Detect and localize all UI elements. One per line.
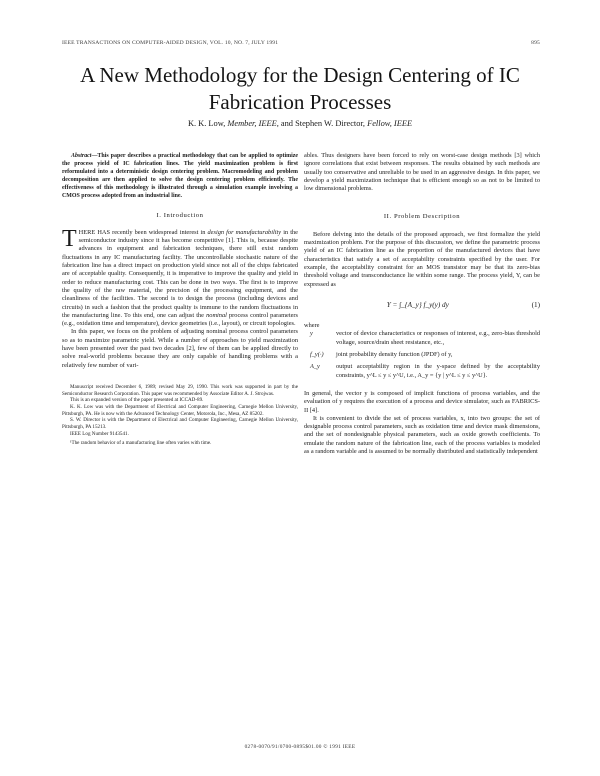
author-2-name: and Stephen W. Director, — [280, 119, 365, 128]
intro-continued-paragraph: ables. Thus designers have been forced to rely on worst-case design methods [3] which ignore correlations that exist between responses. The results obtained by such methods are usually too conservative and unreliable to be used in an aggressive design. In this paper, we develop a yield maximization technique that is efficient enough so as not to be limited to low dimensional problems. — [304, 152, 540, 193]
section-heading-introduction: I. Introduction — [156, 211, 204, 219]
intro-p1-lead: HERE HAS recently been widespread interest in — [78, 228, 208, 236]
right-column — [304, 152, 540, 456]
footnote-author-1: K. K. Low was with the Department of Electrical and Computer Engineering, Carnegie Mellon University, Pittsburgh, PA. He is now with the Advanced Technology Center, Motorola, Inc., Mesa, AZ 85202. — [62, 404, 298, 417]
footnote-random-behavior: ¹The random behavior of a manufacturing line often varies with time. — [70, 439, 212, 446]
footnote-manuscript: Manuscript received December 6, 1989; revised May 29, 1990. This work was supported in part by the Semiconductor Research Corporation. This paper was recommended by Associate Editor A. J. Strojwas. — [62, 383, 298, 397]
def-symbol-fy: f_y(·) — [310, 351, 324, 359]
intro-paragraph-2: In this paper, we focus on the problem of adjusting nominal process control parameters so as to maximize parametric yield. While a number of approaches to yield maximization have been presented over the past two decades [2], few of them can be applied directly to solve real-world problems because they are only capable of handling problems with a relatively few number of vari- — [62, 328, 298, 369]
author-1-name: K. K. Low, — [187, 119, 226, 128]
abstract-text: —This paper describes a practical methodology that can be applied to optimize the process yield of IC fabrication lines. The yield maximization problem is first reformulated into a deterministic design centering problem. Macromodeling and problem decomposition are then applied to solve the design centering problem efficiently. The effectiveness of this methodology is illustrated through a simulation example involving a CMOS process adopted from an industrial line. — [62, 153, 298, 200]
equation-1-number: (1) — [531, 300, 540, 309]
intro-p1-italic-nominal: nominal — [206, 311, 227, 319]
author-2-membership: Fellow, IEEE — [367, 119, 413, 128]
problem-paragraph-3: It is convenient to divide the set of process variables, x, into two groups: the set of designable process control parameters, such as oxidation time and device mask dimensions, and the set of nondesignable physical parameters, such as oxide growth coefficients. To emulate the random nature of the fabrication line, each of the process variables is modeled as a random variable and is assumed to be normally distributed and statistically independent — [304, 414, 540, 456]
problem-paragraph-2: In general, the vector y is composed of implicit functions of process variables, and the evaluation of y requires the execution of a process and device simulator, such as FABRICS-II [4]. — [304, 389, 540, 414]
def-text-y: vector of device characteristics or responses of interest, e.g., zero-bias threshold voltage, source/drain sheet resistance, etc., — [336, 330, 540, 346]
problem-paragraph-1: Before delving into the details of the proposed approach, we first formalize the yield maximization problem. For the purpose of this discussion, we define the parametric process yield of an IC fabrication line as the proportion of the manufactured devices that have characteristics that satisfy a set of acceptability constraints specified by the user. For example, the acceptability constraint for an MOS transistor may be that its zero-bias threshold voltage and transconductance lie within some range. The process yield, Y, can be expressed as — [304, 230, 540, 288]
footnote-ieee-log: IEEE Log Number 9143541. — [70, 430, 129, 437]
section-heading-problem-description: II. Problem Description — [383, 213, 461, 221]
def-text-ay: output acceptability region in the y-space defined by the acceptability constraints, y^L ≤ y ≤ y^U, i.e., A_y = {y | y^L ≤ y ≤ y^U}. — [336, 363, 540, 379]
drop-cap: T — [62, 225, 77, 252]
author-1-membership: Member, IEEE, — [227, 119, 279, 128]
footnote-author-2: S. W. Director is with the Department of Electrical and Computer Engineering, Carnegie Mellon University, Pittsburgh, PA 15213. — [62, 417, 298, 431]
paper-title: A New Methodology for the Design Centering of IC Fabrication Processes — [80, 63, 520, 114]
def-text-fy: joint probability density function (JPDF) of y, — [336, 351, 453, 359]
running-header-page-number: 895 — [531, 40, 540, 46]
intro-p1-italic: design for manufacturability — [207, 228, 282, 236]
footnote-expanded: This is an expanded version of the paper presented at ICCAD-89. — [70, 397, 204, 404]
copyright-line: 0278-0070/91/0700-0895$01.00 © 1991 IEEE — [244, 744, 356, 750]
where-label: where — [304, 322, 320, 330]
equation-1-body: Y = ∫_{A_y} f_y(y) dy — [386, 300, 449, 309]
intro-p1-tail: process control parameters (e.g., oxidation time and temperature), device geometries (i.e., layout), or circuit topologies. — [62, 311, 299, 328]
abstract-label: Abstract — [71, 153, 92, 159]
intro-p1-rest: in the semiconductor industry since it has become competitive [1]. This is, because despite advances in equipment and fabrication techniques, there still exist random fluctuations in any IC manufacturing facility. The uncontrollable stochastic nature of the fabrication line has a direct impact on production yield since not all of the chips fabricated are of acceptable quality. Consequently, it is imperative to improve the quality and yield in order to reduce manufacturing cost. This can be done in two ways. The first is to improve the quality of the raw material, the precision of the processing equipment, and the cleanliness of the facilities. The second is to design the process (including devices and circuits) in such a fashion that the product quality is immune to the random fluctuations in the manufacturing line. To this end, one can adjust the — [62, 228, 298, 319]
def-symbol-y: y — [310, 330, 313, 338]
symbol-definitions — [310, 330, 540, 379]
running-header-journal: IEEE TRANSACTIONS ON COMPUTER-AIDED DESIGN, VOL. 10, NO. 7, JULY 1991 — [62, 40, 279, 46]
footnotes — [62, 384, 298, 446]
left-column — [62, 152, 298, 446]
equation-1 — [304, 301, 540, 309]
abstract — [62, 152, 298, 201]
intro-paragraph-1 — [62, 225, 299, 329]
def-symbol-ay: A_y — [310, 363, 320, 371]
author-line — [40, 119, 560, 128]
